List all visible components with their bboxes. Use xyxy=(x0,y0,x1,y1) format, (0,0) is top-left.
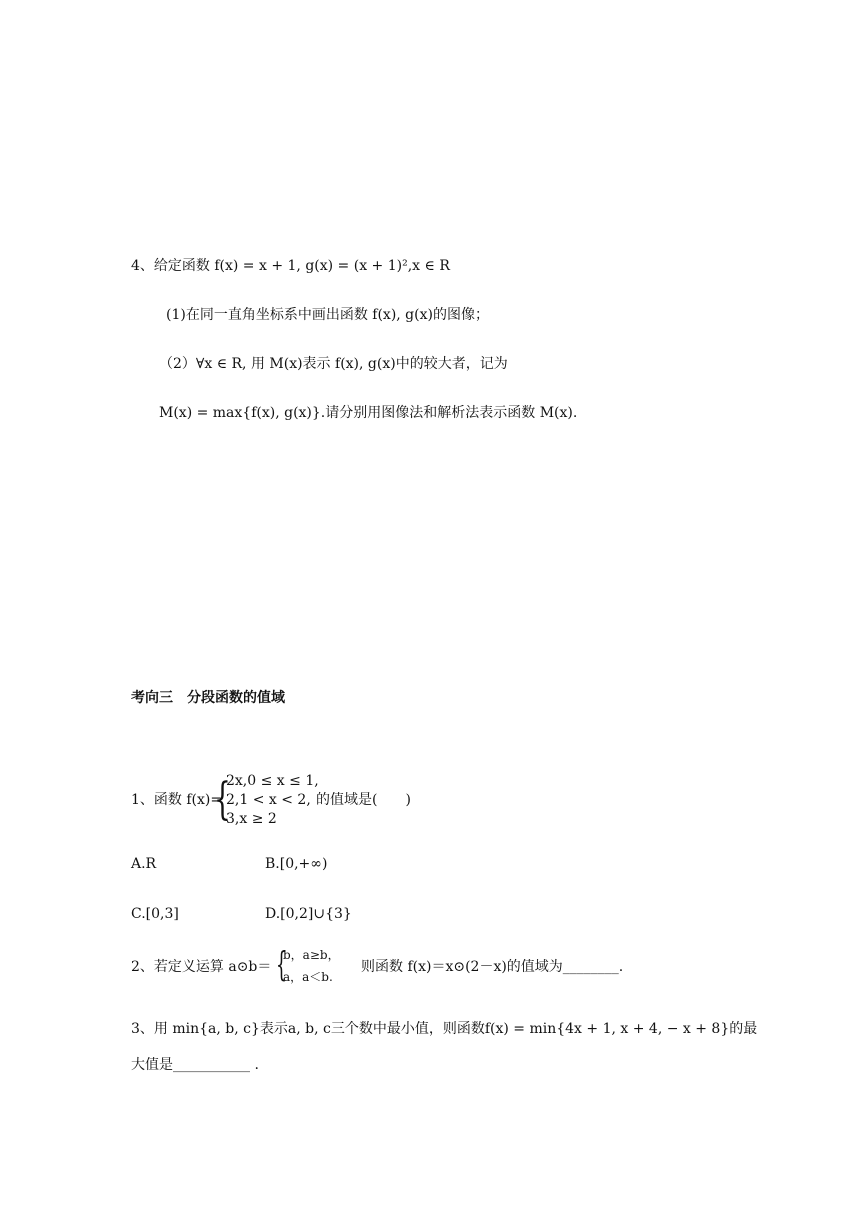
q4-part2: （2）∀x ∈ R, 用 M(x)表示 f(x), g(x)中的较大者，记为 xyxy=(159,356,508,372)
p1-case-3: 3,x ≥ 2 xyxy=(226,811,277,827)
p1-prefix: 1、函数 f(x)= xyxy=(131,792,223,808)
p1-brace: { xyxy=(214,774,231,825)
p2-cases xyxy=(283,944,340,988)
p2-prefix: 2、若定义运算 a⊙b＝ xyxy=(131,959,272,975)
p1-case-1: 2x,0 ≤ x ≤ 1, xyxy=(226,773,319,789)
p1-option-d: D.[0,2]∪{3} xyxy=(265,906,352,922)
q4-part1: (1)在同一直角坐标系中画出函数 f(x), g(x)的图像； xyxy=(166,307,489,323)
p1-case-2: 2,1 < x < 2, xyxy=(226,792,311,808)
p2-case-2: a，a＜b. xyxy=(283,970,333,984)
q4-stem: 4、给定函数 f(x) = x + 1, g(x) = (x + 1)²,x ∈ R xyxy=(131,258,450,274)
p2-suffix: 则函数 f(x)＝x⊙(2－x)的值域为________. xyxy=(361,959,624,975)
p2-case-1: b，a≥b， xyxy=(283,948,340,962)
q4-part2-continued: M(x) = max{f(x), g(x)}.请分别用图像法和解析法表示函数 M(x). xyxy=(159,405,578,421)
section-title: 考向三 分段函数的值域 xyxy=(131,690,285,706)
p1-option-b: B.[0,+∞) xyxy=(265,856,328,872)
p1-option-c: C.[0,3] xyxy=(131,906,179,922)
p1-cases xyxy=(226,772,319,829)
p1-option-a: A.R xyxy=(131,856,157,872)
p3-line-2: 大值是___________ . xyxy=(131,1057,259,1073)
p1-suffix: 的值域是( ) xyxy=(316,792,411,808)
p3-line-1: 3、用 min{a, b, c}表示a, b, c三个数中最小值，则函数f(x) = min{4x + 1, x + 4, − x + 8}的最 xyxy=(131,1021,758,1037)
p2-brace: { xyxy=(276,945,287,985)
